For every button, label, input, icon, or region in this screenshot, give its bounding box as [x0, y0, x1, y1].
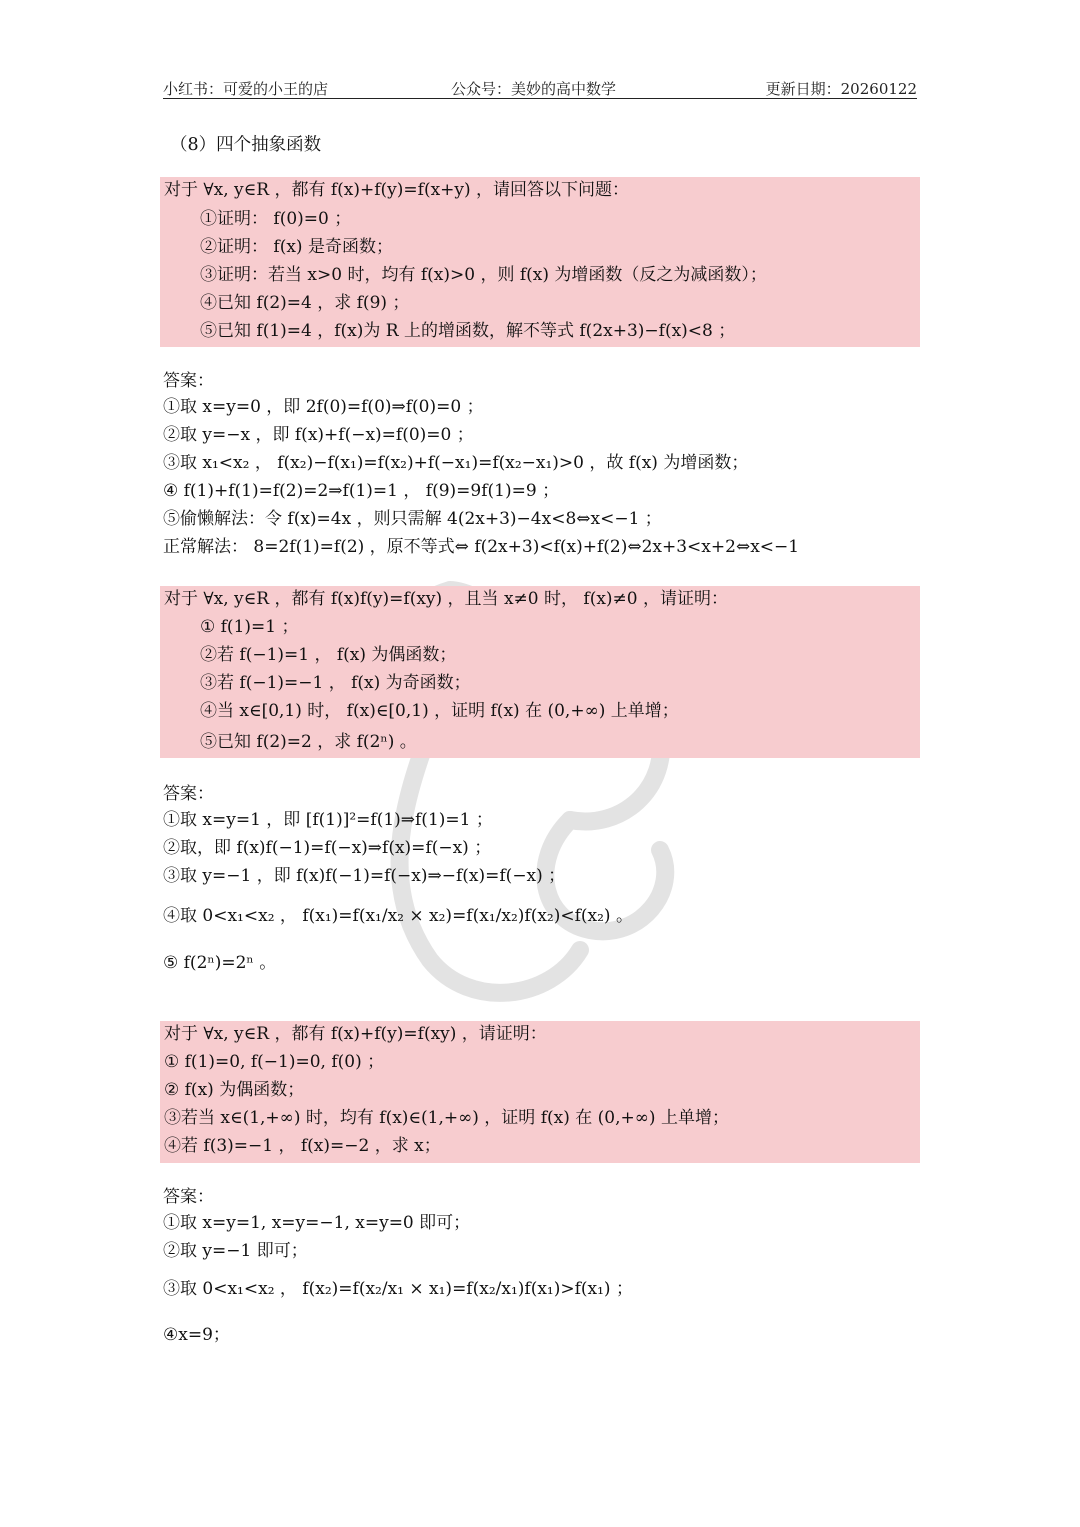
answer-label: 答案：	[163, 371, 214, 391]
section-title: （8）四个抽象函数	[170, 135, 322, 155]
header-left: 小红书：可爱的小王的店	[163, 80, 329, 98]
problem-3-item: ① f(1)=0, f(−1)=0, f(0) ；	[164, 1052, 385, 1072]
problem-2-item: ③若 f(−1)=−1 ， f(x) 为奇函数；	[200, 673, 471, 693]
problem-1-box	[160, 177, 920, 347]
page-header	[163, 78, 917, 99]
answer-line: ④取 0<x₁<x₂ ， f(x₁)=f(x₁/x₂ × x₂)=f(x₁/x₂)f(x₂)<f(x₂) 。	[163, 906, 633, 926]
answer-line: 正常解法： 8=2f(1)=f(2) ，原不等式⇔ f(2x+3)<f(x)+f(2)⇔2x+3<x+2⇔x<−1	[163, 537, 800, 557]
answer-line: ②取 y=−1 即可；	[163, 1241, 308, 1261]
problem-1-stem: 对于 ∀x, y∈R ，都有 f(x)+f(y)=f(x+y) ，请回答以下问题：	[164, 180, 630, 200]
problem-2-item: ②若 f(−1)=1 ， f(x) 为偶函数；	[200, 645, 457, 665]
problem-3-item: ③若当 x∈(1,+∞) 时，均有 f(x)∈(1,+∞) ，证明 f(x) 在 (0,+∞) 上单增；	[164, 1108, 729, 1128]
problem-3-item: ② f(x) 为偶函数；	[164, 1080, 305, 1100]
answer-line: ⑤ f(2ⁿ)=2ⁿ 。	[163, 953, 277, 973]
problem-1-item: ①证明： f(0)=0 ；	[200, 209, 352, 229]
problem-2-box	[160, 586, 920, 758]
answer-line: ②取，即 f(x)f(−1)=f(−x)⇒f(x)=f(−x) ；	[163, 838, 492, 858]
problem-1-item: ⑤已知 f(1)=4 ，f(x)为 R 上的增函数，解不等式 f(2x+3)−f(x)<8 ；	[200, 321, 736, 341]
answer-label: 答案：	[163, 784, 214, 804]
problem-3-box	[160, 1021, 920, 1163]
problem-3-stem: 对于 ∀x, y∈R ，都有 f(x)+f(y)=f(xy) ，请证明：	[164, 1024, 547, 1044]
answer-line: ③取 x₁<x₂ ， f(x₂)−f(x₁)=f(x₂)+f(−x₁)=f(x₂−x₁)>0 ，故 f(x) 为增函数；	[163, 453, 749, 473]
answer-line: ①取 x=y=1, x=y=−1, x=y=0 即可；	[163, 1213, 471, 1233]
problem-1-item: ④已知 f(2)=4 ，求 f(9) ；	[200, 293, 410, 313]
answer-line: ①取 x=y=1 ，即 [f(1)]²=f(1)⇒f(1)=1 ；	[163, 810, 493, 830]
problem-2-item: ⑤已知 f(2)=2 ，求 f(2ⁿ) 。	[200, 732, 417, 752]
answer-line: ③取 0<x₁<x₂ ， f(x₂)=f(x₂/x₁ × x₁)=f(x₂/x₁)f(x₁)>f(x₁) ；	[163, 1279, 633, 1299]
answer-line: ④ f(1)+f(1)=f(2)=2⇒f(1)=1 ， f(9)=9f(1)=9 ；	[163, 481, 560, 501]
answer-line: ④x=9；	[163, 1325, 230, 1345]
answer-line: ①取 x=y=0 ，即 2f(0)=f(0)⇒f(0)=0 ；	[163, 397, 484, 417]
answer-line: ⑤偷懒解法：令 f(x)=4x ，则只需解 4(2x+3)−4x<8⇔x<−1 ；	[163, 509, 662, 529]
problem-1-item: ③证明：若当 x>0 时，均有 f(x)>0 ，则 f(x) 为增函数（反之为减函数）；	[200, 265, 767, 285]
problem-1-item: ②证明： f(x) 是奇函数；	[200, 237, 393, 257]
problem-3-item: ④若 f(3)=−1 ， f(x)=−2 ，求 x；	[164, 1136, 441, 1156]
answer-line: ③取 y=−1 ，即 f(x)f(−1)=f(−x)⇒−f(x)=f(−x) ；	[163, 866, 566, 886]
answer-label: 答案：	[163, 1187, 214, 1207]
problem-2-stem: 对于 ∀x, y∈R ，都有 f(x)f(y)=f(xy) ，且当 x≠0 时， f(x)≠0 ，请证明：	[164, 589, 729, 609]
problem-2-item: ④当 x∈[0,1) 时， f(x)∈[0,1) ，证明 f(x) 在 (0,+∞) 上单增；	[200, 701, 679, 721]
header-right: 更新日期：20260122	[765, 80, 917, 98]
header-middle: 公众号：美妙的高中数学	[451, 80, 617, 98]
problem-2-item: ① f(1)=1 ；	[200, 617, 299, 637]
answer-line: ②取 y=−x ，即 f(x)+f(−x)=f(0)=0 ；	[163, 425, 474, 445]
